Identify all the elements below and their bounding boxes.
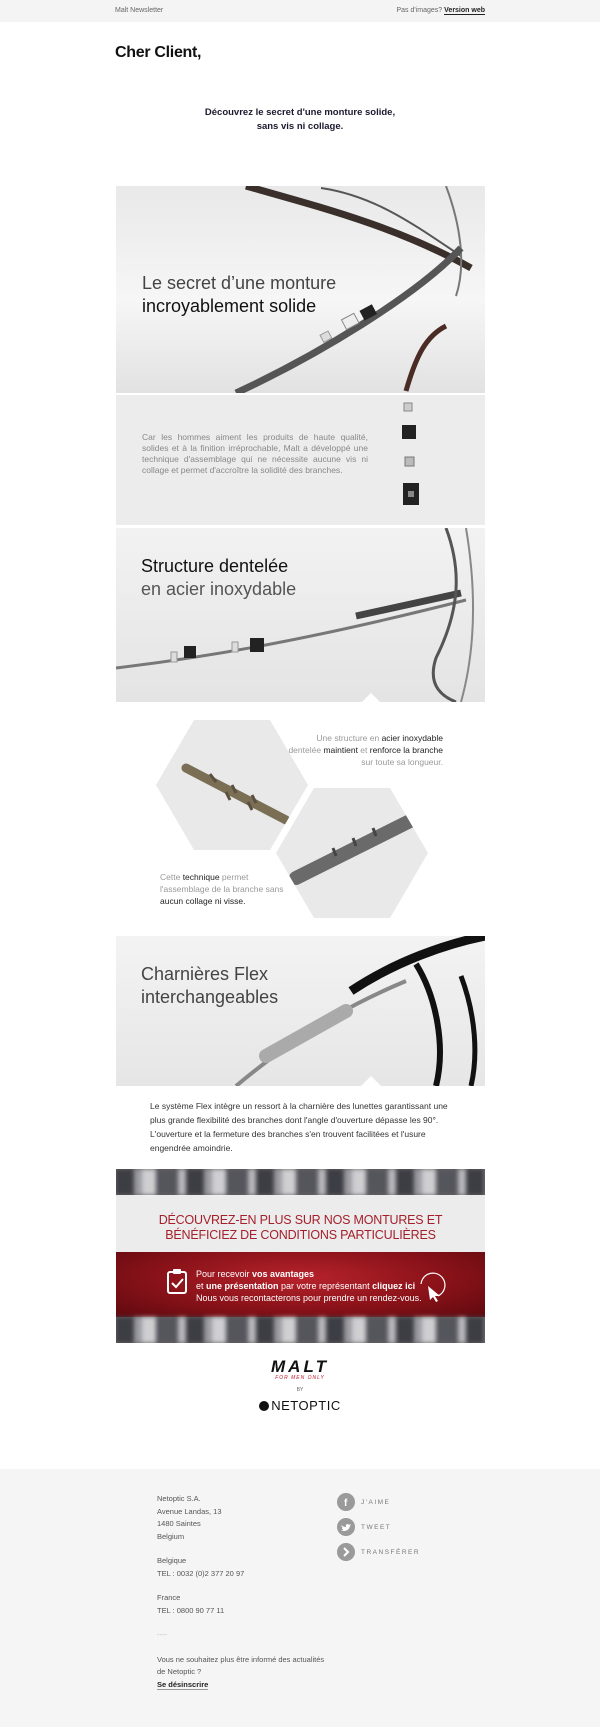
twitter-icon bbox=[337, 1518, 355, 1536]
t1-part-d: maintient bbox=[323, 745, 358, 755]
flex-hinges-panel bbox=[116, 936, 485, 1086]
cta-part-b: vos avantages bbox=[252, 1269, 315, 1279]
spacer bbox=[157, 1580, 324, 1592]
social-like-label: J'AIME bbox=[361, 1498, 391, 1506]
footer-address bbox=[157, 1493, 324, 1691]
belgium-phone: TEL : 0032 (0)2 377 20 97 bbox=[157, 1568, 245, 1578]
social-like-button[interactable] bbox=[337, 1493, 390, 1511]
preheader-bar bbox=[0, 0, 600, 22]
logo-by-label: BY bbox=[296, 1387, 304, 1393]
address-street: Avenue Landas, 13 bbox=[157, 1506, 222, 1516]
promo-cta-line-1 bbox=[196, 1268, 446, 1280]
social-tweet-button[interactable] bbox=[337, 1518, 391, 1536]
malt-logo: MALT bbox=[271, 1357, 329, 1376]
t2-part-b: technique bbox=[182, 872, 220, 882]
t2-part-a: Cette bbox=[160, 872, 183, 882]
cta-part-d: une présentation bbox=[206, 1281, 279, 1291]
steel-detail-section bbox=[116, 708, 485, 928]
click-here-link[interactable]: cliquez ici bbox=[372, 1281, 416, 1291]
unsubscribe-text-1: Vous ne souhaitez plus être informé des actualités bbox=[157, 1654, 325, 1664]
address-country: Belgium bbox=[157, 1531, 185, 1541]
france-phone: TEL : 0800 90 77 11 bbox=[157, 1605, 225, 1615]
belgium-label: Belgique bbox=[157, 1556, 187, 1565]
social-forward-label: TRANSFÉRER bbox=[361, 1548, 421, 1556]
france-label: France bbox=[157, 1593, 181, 1602]
promo-headline-line-1: DÉCOUVREZ-EN PLUS SUR NOS MONTURES ET bbox=[158, 1213, 443, 1227]
hero-glasses-panel bbox=[116, 186, 485, 393]
t1-part-a: Une structure en bbox=[316, 733, 382, 743]
flex-title-line-1: Charnières Flex bbox=[141, 964, 269, 984]
forward-arrow-icon bbox=[337, 1543, 355, 1561]
t2-part-d: aucun collage ni visse. bbox=[160, 896, 246, 906]
promo-headline-line-2: BÉNÉFICIEZ DE CONDITIONS PARTICULIÈRES bbox=[165, 1228, 436, 1242]
t2-part-c: permet l'assemblage de la branche sans bbox=[160, 872, 284, 894]
web-version-area bbox=[396, 7, 485, 14]
address-city: 1480 Saintes bbox=[157, 1519, 201, 1528]
promo-cta-line-3: Nous vous recontacterons pour prendre un rendez-vous. bbox=[196, 1293, 422, 1303]
steel-title-line-2 bbox=[141, 578, 296, 601]
t1-part-f: renforce la branche bbox=[369, 745, 443, 755]
spacer bbox=[157, 1617, 324, 1629]
hero-title-line-2 bbox=[142, 295, 336, 318]
hero-title bbox=[142, 272, 336, 318]
clipboard-check-icon bbox=[166, 1268, 188, 1294]
promo-photo-strip-top bbox=[116, 1169, 485, 1195]
cursor-click-icon bbox=[416, 1272, 446, 1302]
unsubscribe-link[interactable]: Se désinscrire bbox=[157, 1679, 209, 1689]
steel-title bbox=[141, 555, 296, 601]
brand-logo bbox=[0, 1357, 600, 1416]
social-tweet-label: TWEET bbox=[361, 1523, 392, 1531]
promo-headline bbox=[116, 1213, 485, 1243]
panel-notch bbox=[361, 693, 381, 703]
netoptic-logo-text: NETOPTIC bbox=[271, 1398, 341, 1413]
steel-title-line-1: Structure dentelée bbox=[141, 556, 289, 576]
intro-line-1: Découvrez le secret d'une monture solide, bbox=[204, 107, 396, 118]
assembly-panel bbox=[116, 395, 485, 525]
flex-title-line-2: interchangeables bbox=[141, 987, 279, 1007]
malt-tagline: FOR MEN ONLY bbox=[275, 1375, 325, 1381]
footer bbox=[0, 1469, 600, 1727]
netoptic-logo bbox=[259, 1398, 341, 1413]
unsubscribe-text-2: de Netoptic ? bbox=[157, 1667, 202, 1676]
netoptic-logo-icon bbox=[259, 1401, 269, 1411]
hero-title-line-2-text: incroyablement solide bbox=[142, 296, 317, 316]
t1-part-c: dentelée bbox=[288, 745, 324, 755]
flex-description: Le système Flex intègre un ressort à la charnière des lunettes garantissant une plus grande flexibilité des branches dont l'angle d'ouverture dépasse les 90°. L'ouverture et la fermeture des branches s'en trouvent facilitées et l'usure engendrée amoindrie. bbox=[150, 1101, 448, 1153]
greeting-heading: Cher Client, bbox=[115, 44, 202, 61]
assembly-text: Car les hommes aiment les produits de haute qualité, solides et à la finition irréprochable, Malt a développé une technique d'assemblage qui ne nécessite aucune vis ni collage et permet d'accroître la solidité des branches. bbox=[142, 432, 368, 475]
cta-part-c: et bbox=[196, 1281, 207, 1291]
cta-part-a: Pour recevoir bbox=[196, 1269, 253, 1279]
flex-title bbox=[141, 963, 278, 1009]
intro-text bbox=[115, 106, 485, 134]
facebook-icon bbox=[337, 1493, 355, 1511]
cta-part-e: par votre représentant bbox=[278, 1281, 373, 1291]
promo-photo-strip-bottom bbox=[116, 1317, 485, 1343]
steel-detail-text-1 bbox=[283, 732, 443, 768]
social-forward-button[interactable] bbox=[337, 1543, 420, 1561]
intro-line-2: sans vis ni collage. bbox=[256, 121, 344, 132]
panel-notch-2 bbox=[361, 1076, 381, 1086]
footer-separator: ---- bbox=[157, 1630, 167, 1639]
spacer bbox=[157, 1543, 324, 1555]
flex-hinge-image bbox=[116, 936, 485, 1086]
newsletter-label: Malt Newsletter bbox=[115, 7, 164, 14]
steel-title-line-2-text: en acier inoxydable bbox=[141, 579, 297, 599]
promo-cta-text[interactable] bbox=[196, 1268, 446, 1304]
company-name: Netoptic S.A. bbox=[157, 1494, 201, 1503]
svg-text:f: f bbox=[344, 1498, 349, 1507]
promo-cta-line-2 bbox=[196, 1280, 446, 1292]
t1-part-b: acier inoxydable bbox=[381, 733, 443, 743]
assembly-parts-image bbox=[366, 395, 485, 525]
promo-banner[interactable] bbox=[116, 1169, 485, 1343]
steel-structure-panel bbox=[116, 528, 485, 702]
web-version-link[interactable]: Version web bbox=[444, 7, 485, 14]
hero-title-line-1: Le secret d’une monture bbox=[142, 273, 337, 293]
t1-part-e: et bbox=[357, 745, 370, 755]
t1-part-g: sur toute sa longueur. bbox=[361, 757, 443, 767]
no-images-text: Pas d'images? bbox=[396, 7, 443, 14]
spacer bbox=[157, 1642, 324, 1654]
steel-detail-text-2 bbox=[160, 871, 300, 907]
